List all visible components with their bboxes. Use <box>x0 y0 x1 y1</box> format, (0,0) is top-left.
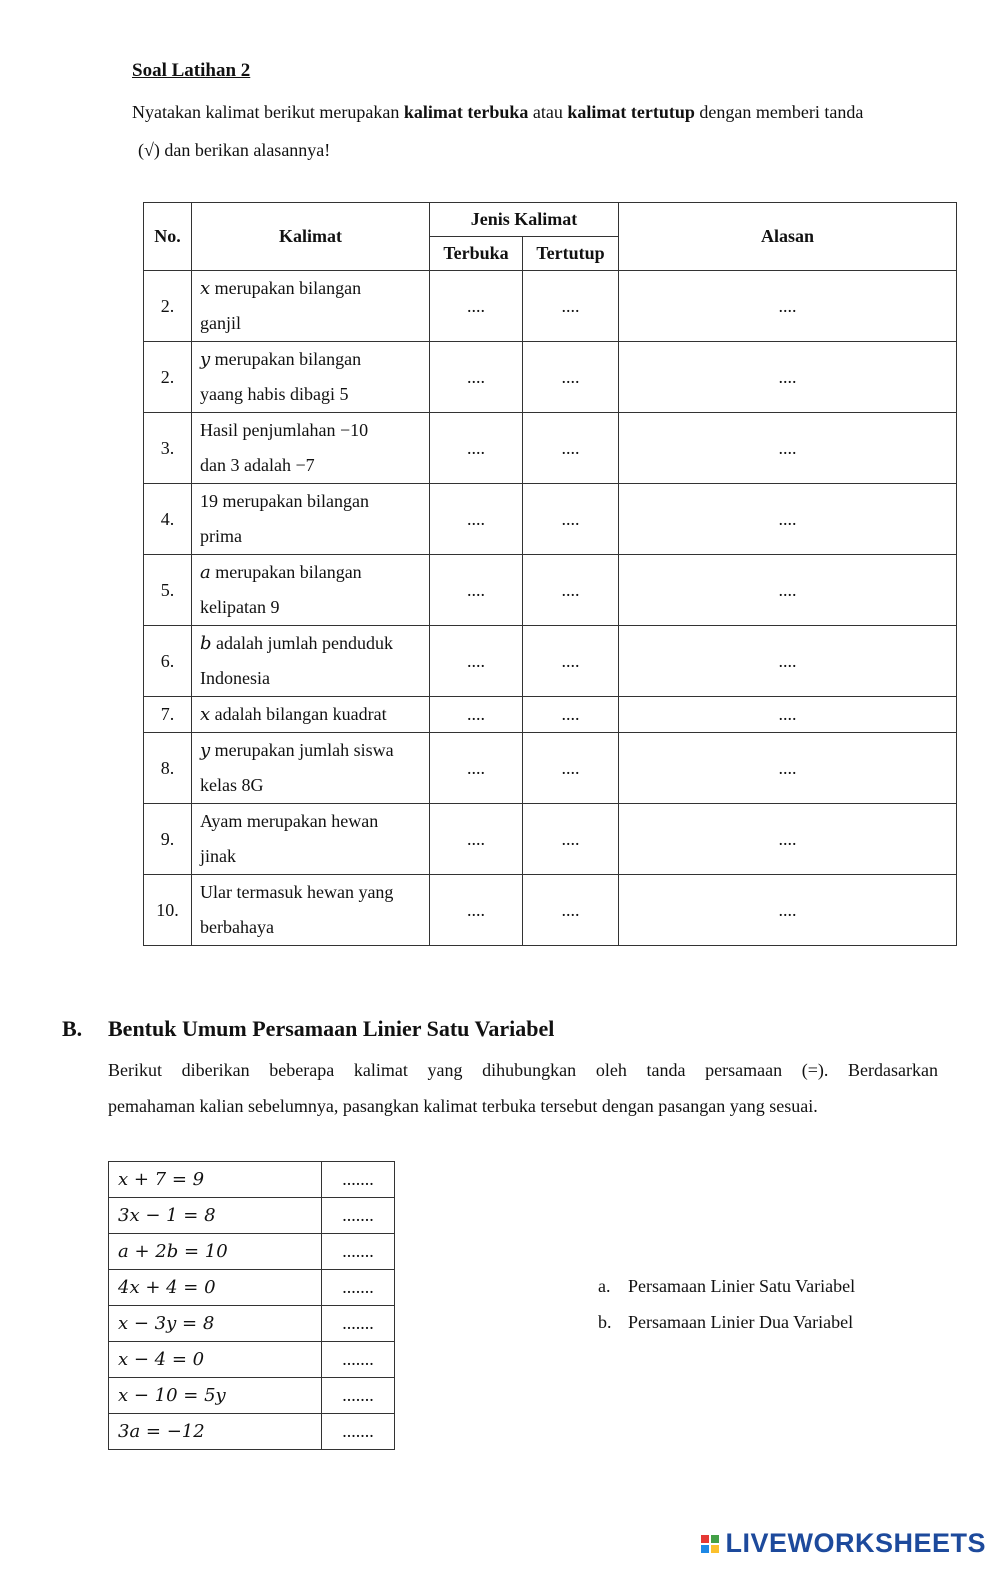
sentence-table <box>143 202 957 946</box>
alasan-answer[interactable]: .... <box>619 271 957 342</box>
sentence-cell: Ayam merupakan hewan jinak <box>192 804 430 875</box>
terbuka-answer[interactable]: .... <box>430 413 523 484</box>
table-row <box>144 626 957 697</box>
tertutup-answer[interactable]: .... <box>523 555 619 626</box>
header-kalimat: Kalimat <box>192 203 430 271</box>
liveworksheets-logo <box>701 1528 986 1559</box>
equation-table <box>108 1161 395 1450</box>
table-row <box>144 342 957 413</box>
equation: 4x + 4 = 0 <box>109 1270 322 1306</box>
terbuka-answer[interactable]: .... <box>430 271 523 342</box>
row-number: 6. <box>144 626 192 697</box>
table-row <box>144 697 957 733</box>
terbuka-answer[interactable]: .... <box>430 555 523 626</box>
alasan-answer[interactable]: .... <box>619 484 957 555</box>
tertutup-answer[interactable]: .... <box>523 733 619 804</box>
sentence-cell: Ular termasuk hewan yang berbahaya <box>192 875 430 946</box>
equation-answer[interactable]: ....... <box>322 1378 395 1414</box>
equation-answer[interactable]: ....... <box>322 1162 395 1198</box>
equation-row <box>109 1342 395 1378</box>
sentence-cell: b adalah jumlah penduduk Indonesia <box>192 626 430 697</box>
liveworksheets-icon <box>701 1535 719 1553</box>
row-number: 3. <box>144 413 192 484</box>
header-tertutup: Tertutup <box>523 237 619 271</box>
terbuka-answer[interactable]: .... <box>430 626 523 697</box>
tertutup-answer[interactable]: .... <box>523 484 619 555</box>
sentence-cell: Hasil penjumlahan −10 dan 3 adalah −7 <box>192 413 430 484</box>
table-row <box>144 271 957 342</box>
equation-row <box>109 1378 395 1414</box>
table-row <box>144 875 957 946</box>
equation: x − 10 = 5y <box>109 1378 322 1414</box>
table-row <box>144 484 957 555</box>
sentence-cell: 19 merupakan bilangan prima <box>192 484 430 555</box>
equation: x − 3y = 8 <box>109 1306 322 1342</box>
equation-answer[interactable]: ....... <box>322 1198 395 1234</box>
equation-row <box>109 1306 395 1342</box>
terbuka-answer[interactable]: .... <box>430 342 523 413</box>
brand-name: LIVEWORKSHEETS <box>725 1528 986 1558</box>
tertutup-answer[interactable]: .... <box>523 875 619 946</box>
section-b-heading: B. Bentuk Umum Persamaan Linier Satu Variabel <box>62 1016 555 1041</box>
variable: a <box>200 562 211 583</box>
row-number: 9. <box>144 804 192 875</box>
row-number: 8. <box>144 733 192 804</box>
sentence-cell: a merupakan bilangan kelipatan 9 <box>192 555 430 626</box>
option-item: b. Persamaan Linier Dua Variabel <box>598 1312 854 1332</box>
terbuka-answer[interactable]: .... <box>430 875 523 946</box>
row-number: 7. <box>144 697 192 733</box>
variable: x <box>200 278 211 299</box>
equation-row <box>109 1414 395 1450</box>
equation-row <box>109 1162 395 1198</box>
table-row <box>144 555 957 626</box>
terbuka-answer[interactable]: .... <box>430 697 523 733</box>
equation-answer[interactable]: ....... <box>322 1342 395 1378</box>
equation-row <box>109 1198 395 1234</box>
alasan-answer[interactable]: .... <box>619 413 957 484</box>
equation: a + 2b = 10 <box>109 1234 322 1270</box>
sentence-cell: y merupakan jumlah siswa kelas 8G <box>192 733 430 804</box>
section-b-description: Berikut diberikan beberapa kalimat yang dihubungkan oleh tanda persamaan (=). Berdasarkan pemahaman kalian sebelumnya, pasangkan kalimat terbuka tersebut dengan pasangan yang sesuai. <box>108 1060 938 1116</box>
equation-row <box>109 1270 395 1306</box>
tertutup-answer[interactable]: .... <box>523 413 619 484</box>
terbuka-answer[interactable]: .... <box>430 733 523 804</box>
equation-answer[interactable]: ....... <box>322 1414 395 1450</box>
alasan-answer[interactable]: .... <box>619 875 957 946</box>
alasan-answer[interactable]: .... <box>619 804 957 875</box>
equation-row <box>109 1234 395 1270</box>
variable: b <box>200 633 212 654</box>
exercise-title: Soal Latihan 2 <box>132 60 251 81</box>
equation: 3a = −12 <box>109 1414 322 1450</box>
header-no: No. <box>144 203 192 271</box>
answer-options <box>598 1268 855 1340</box>
row-number: 5. <box>144 555 192 626</box>
alasan-answer[interactable]: .... <box>619 626 957 697</box>
terbuka-answer[interactable]: .... <box>430 804 523 875</box>
row-number: 4. <box>144 484 192 555</box>
sentence-cell: x adalah bilangan kuadrat <box>192 697 430 733</box>
tertutup-answer[interactable]: .... <box>523 626 619 697</box>
table-row <box>144 733 957 804</box>
sentence-cell: x merupakan bilangan ganjil <box>192 271 430 342</box>
terbuka-answer[interactable]: .... <box>430 484 523 555</box>
tertutup-answer[interactable]: .... <box>523 804 619 875</box>
alasan-answer[interactable]: .... <box>619 733 957 804</box>
equation: x + 7 = 9 <box>109 1162 322 1198</box>
table-row <box>144 804 957 875</box>
alasan-answer[interactable]: .... <box>619 342 957 413</box>
row-number: 2. <box>144 342 192 413</box>
equation-answer[interactable]: ....... <box>322 1270 395 1306</box>
option-item: a. Persamaan Linier Satu Variabel <box>598 1276 856 1296</box>
row-number: 10. <box>144 875 192 946</box>
equation: x − 4 = 0 <box>109 1342 322 1378</box>
exercise-instructions: Nyatakan kalimat berikut merupakan kalimat terbuka atau kalimat tertutup dengan memberi tanda (√) dan berikan alasannya! <box>132 102 864 160</box>
sentence-cell: y merupakan bilangan yaang habis dibagi 5 <box>192 342 430 413</box>
header-jenis-kalimat: Jenis Kalimat <box>430 203 619 237</box>
alasan-answer[interactable]: .... <box>619 697 957 733</box>
table-row <box>144 413 957 484</box>
variable: y <box>200 349 211 370</box>
variable: y <box>200 740 211 761</box>
row-number: 2. <box>144 271 192 342</box>
variable: x <box>200 704 211 725</box>
alasan-answer[interactable]: .... <box>619 555 957 626</box>
tertutup-answer[interactable]: .... <box>523 697 619 733</box>
tertutup-answer[interactable]: .... <box>523 271 619 342</box>
equation-answer[interactable]: ....... <box>322 1306 395 1342</box>
tertutup-answer[interactable]: .... <box>523 342 619 413</box>
equation: 3x − 1 = 8 <box>109 1198 322 1234</box>
header-terbuka: Terbuka <box>430 237 523 271</box>
header-alasan: Alasan <box>619 203 957 271</box>
equation-answer[interactable]: ....... <box>322 1234 395 1270</box>
